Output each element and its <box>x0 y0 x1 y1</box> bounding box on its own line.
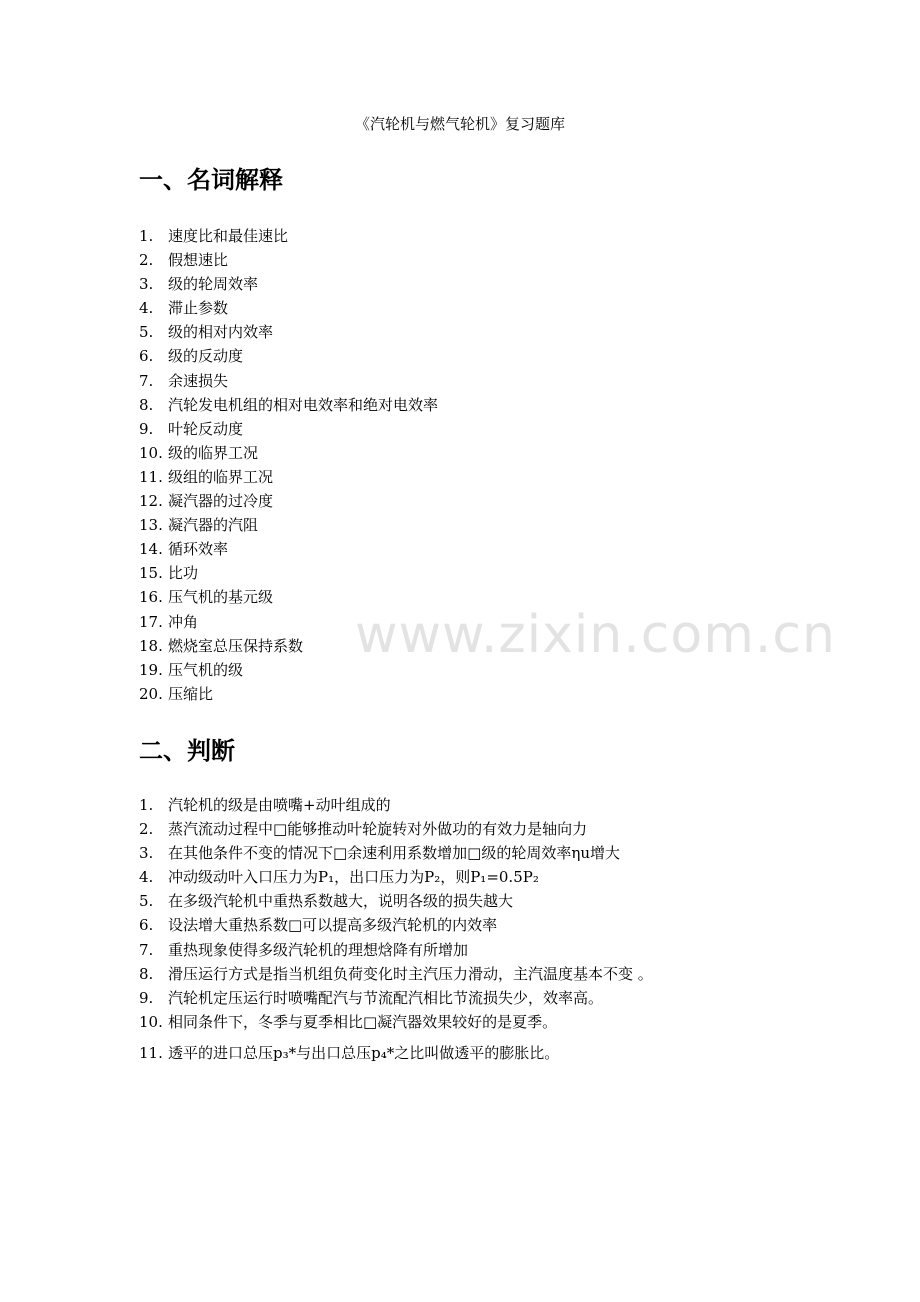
list-item-number: 7. <box>139 371 154 390</box>
list-item <box>139 296 438 320</box>
list-item <box>139 344 438 368</box>
list-item-text: 相同条件下，冬季与夏季相比□凝汽器效果较好的是夏季。 <box>168 1012 558 1031</box>
list-item <box>139 841 653 865</box>
list-item-text: 压气机的基元级 <box>168 588 274 607</box>
list-item-number: 4. <box>139 868 154 887</box>
list-item-number: 6. <box>139 347 154 366</box>
list-item-text: 比功 <box>168 564 199 583</box>
list-item <box>139 248 438 272</box>
list-item-number: 8. <box>139 964 154 983</box>
list-item-number: 2. <box>139 251 154 270</box>
list-item-number: 5. <box>139 323 154 342</box>
list-item-text: 汽轮机定压运行时喷嘴配汽与节流配汽相比节流损失少，效率高。 <box>168 988 604 1007</box>
list-item-text: 汽轮机的级是由喷嘴+动叶组成的 <box>168 796 391 814</box>
list-item-text: 余速损失 <box>168 371 229 390</box>
list-item <box>139 417 438 441</box>
list-item-number: 11. <box>139 467 163 486</box>
list-item <box>139 865 653 889</box>
list-item-number: 3. <box>139 844 154 863</box>
list-item <box>139 489 438 513</box>
list-item-text: 凝汽器的过冷度 <box>168 492 274 511</box>
list-item-number: 4. <box>139 299 154 318</box>
list-item-text: 滑压运行方式是指当机组负荷变化时主汽压力滑动，主汽温度基本不变 。 <box>168 964 653 983</box>
list-item-number: 14. <box>139 540 163 559</box>
list-item-text: 级的反动度 <box>168 347 244 366</box>
list-item-number: 18. <box>139 636 163 655</box>
list-item-text: 压气机的级 <box>168 660 244 679</box>
list-item-number: 3. <box>139 275 154 294</box>
list-item-number: 5. <box>139 892 154 911</box>
list-item-number: 8. <box>139 395 154 414</box>
section-heading-terms: 一、名词解释 <box>139 166 283 194</box>
list-item <box>139 610 438 634</box>
list-item-text: 滞止参数 <box>168 299 229 318</box>
list-item-text: 级的临界工况 <box>168 443 259 462</box>
list-item-text: 透平的进口总压p₃*与出口总压p₄*之比叫做透平的膨胀比。 <box>168 1043 560 1062</box>
list-item-text: 在多级汽轮机中重热系数越大，说明各级的损失越大 <box>168 892 514 911</box>
list-item-number: 17. <box>139 612 163 631</box>
list-item-number: 11. <box>139 1043 163 1062</box>
list-item <box>139 224 438 248</box>
list-item-text: 冲动级动叶入口压力为P₁，出口压力为P₂，则P₁=0.5P₂ <box>168 868 539 887</box>
list-item-text: 凝汽器的汽阻 <box>168 516 259 535</box>
list-item <box>139 986 653 1010</box>
terms-list <box>139 224 438 706</box>
list-item <box>139 513 438 537</box>
list-item-text: 蒸汽流动过程中□能够推动叶轮旋转对外做功的有效力是轴向力 <box>168 820 588 839</box>
list-item <box>139 817 653 841</box>
list-item <box>139 561 438 585</box>
list-item-number: 13. <box>139 516 163 535</box>
list-item-text: 循环效率 <box>168 540 229 559</box>
page-title: 《汽轮机与燃气轮机》复习题库 <box>354 115 565 133</box>
list-item-number: 1. <box>139 796 154 814</box>
list-item <box>139 465 438 489</box>
list-item <box>139 962 653 986</box>
list-item-number: 15. <box>139 564 163 583</box>
list-item-number: 10. <box>139 443 163 462</box>
list-item-number: 10. <box>139 1012 163 1031</box>
list-item <box>139 537 438 561</box>
list-item-number: 2. <box>139 820 154 839</box>
section-heading-judgement: 二、判断 <box>139 737 235 765</box>
list-item <box>139 793 653 817</box>
list-item <box>139 369 438 393</box>
list-item-number: 20. <box>139 684 163 703</box>
list-item <box>139 938 653 962</box>
list-item <box>139 585 438 609</box>
judgement-list <box>139 793 653 1065</box>
list-item <box>139 634 438 658</box>
list-item <box>139 393 438 417</box>
list-item-text: 设法增大重热系数□可以提高多级汽轮机的内效率 <box>168 916 498 935</box>
list-item-text: 汽轮发电机组的相对电效率和绝对电效率 <box>168 395 439 414</box>
list-item-text: 重热现象使得多级汽轮机的理想焓降有所增加 <box>168 940 469 959</box>
list-item <box>139 441 438 465</box>
list-item-text: 冲角 <box>168 612 199 631</box>
list-item-number: 7. <box>139 940 154 959</box>
list-item-number: 1. <box>139 227 154 245</box>
list-item <box>139 913 653 937</box>
watermark: www.zixin.com.cn <box>355 605 836 665</box>
list-item <box>139 658 438 682</box>
list-item-number: 9. <box>139 419 154 438</box>
list-item-number: 6. <box>139 916 154 935</box>
list-item <box>139 320 438 344</box>
list-item <box>139 1010 653 1034</box>
list-item-text: 燃烧室总压保持系数 <box>168 636 304 655</box>
list-item-text: 级的相对内效率 <box>168 323 274 342</box>
list-item-number: 12. <box>139 492 163 511</box>
list-item-number: 19. <box>139 660 163 679</box>
list-item <box>139 889 653 913</box>
list-item-text: 级组的临界工况 <box>168 467 274 486</box>
list-item-text: 压缩比 <box>168 684 214 703</box>
list-item-text: 在其他条件不变的情况下□余速利用系数增加□级的轮周效率ηu增大 <box>168 844 620 863</box>
list-item <box>139 682 438 706</box>
list-item-number: 16. <box>139 588 163 607</box>
list-item-text: 级的轮周效率 <box>168 275 259 294</box>
list-item <box>139 1041 653 1065</box>
list-item-text: 速度比和最佳速比 <box>168 227 289 245</box>
list-item-text: 假想速比 <box>168 251 229 270</box>
list-item-text: 叶轮反动度 <box>168 419 244 438</box>
list-item-number: 9. <box>139 988 154 1007</box>
list-item <box>139 272 438 296</box>
